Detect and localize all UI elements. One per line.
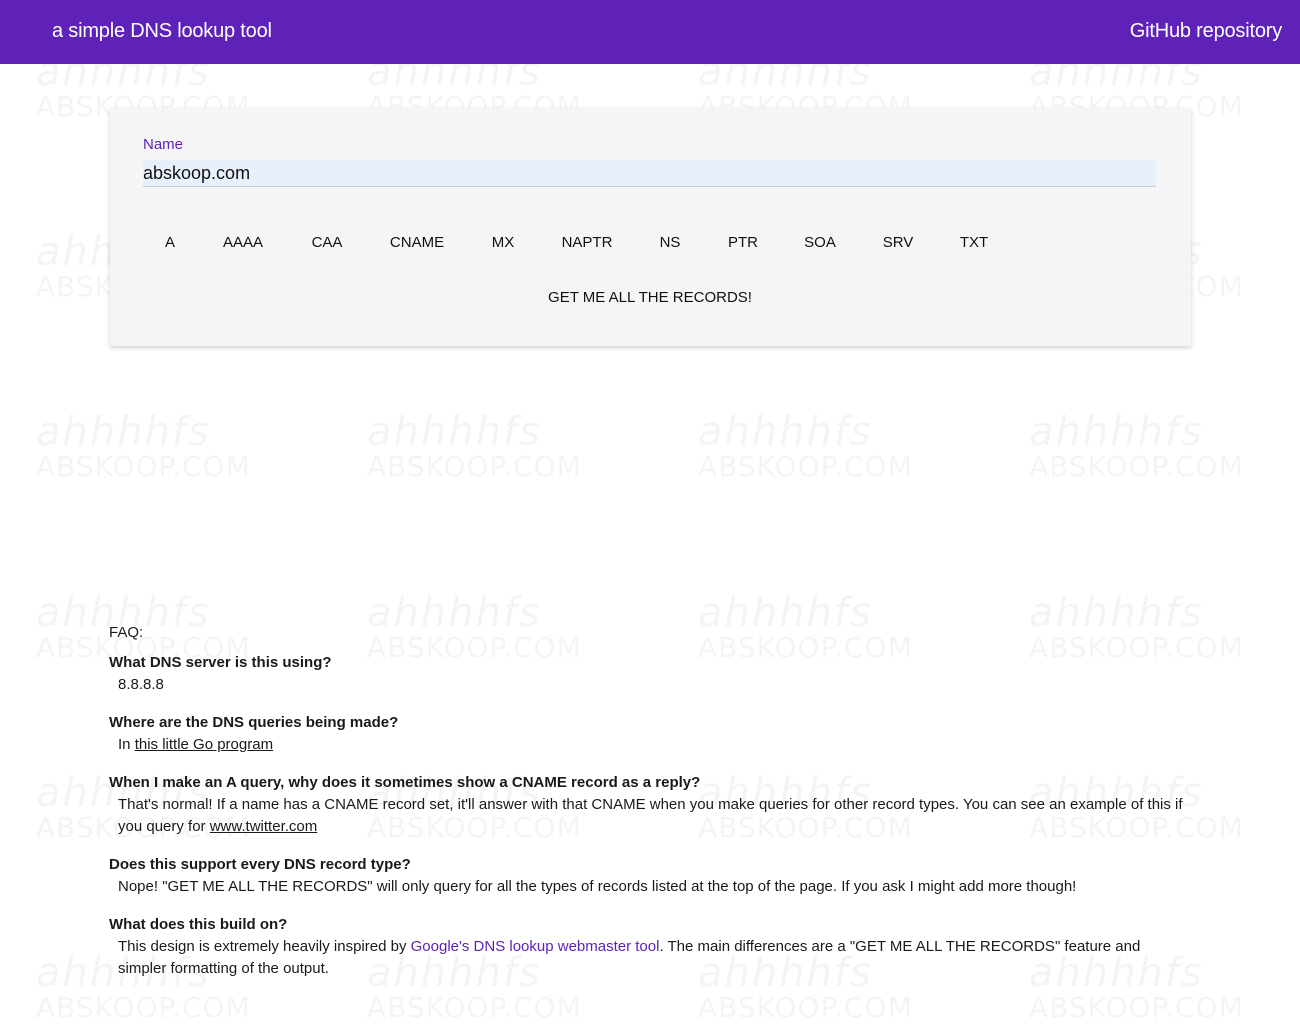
top-app-bar <box>0 0 1300 64</box>
get-all-records-button[interactable]: GET ME ALL THE RECORDS! <box>548 289 752 306</box>
faq-answer-text: . The main differences are a "GET ME ALL THE RECORDS" feature and simpler formatting of the output. <box>118 938 1141 977</box>
faq-answer-text: In <box>118 736 135 753</box>
record-type-ptr-button[interactable]: PTR <box>728 234 758 251</box>
name-input[interactable] <box>143 160 1156 187</box>
faq-answer <box>109 734 1189 756</box>
record-type-naptr-button[interactable]: NAPTR <box>561 234 613 251</box>
record-type-srv-button[interactable]: SRV <box>882 234 914 251</box>
faq-question: What does this build on? <box>109 916 288 933</box>
record-type-ns-button[interactable]: NS <box>659 234 681 251</box>
watermark <box>698 412 948 482</box>
faq-question: When I make an A query, why does it sometimes show a CNAME record as a reply? <box>109 774 701 791</box>
watermark <box>36 412 286 482</box>
github-repository-link[interactable]: GitHub repository <box>1129 20 1282 42</box>
name-label: Name <box>143 136 184 153</box>
faq-answer: 8.8.8.8 <box>118 676 164 693</box>
record-type-aaaa-button[interactable]: AAAA <box>222 234 264 251</box>
record-type-mx-button[interactable]: MX <box>491 234 515 251</box>
record-type-cname-button[interactable]: CNAME <box>389 234 445 251</box>
faq-question: What DNS server is this using? <box>109 654 332 671</box>
record-type-soa-button[interactable]: SOA <box>804 234 836 251</box>
faq-answer-text: That's normal! If a name has a CNAME record set, it'll answer with that CNAME when you make queries for other record types. You can see an example of this if you query for <box>118 796 1183 835</box>
faq-answer-text: This design is extremely heavily inspired by <box>118 938 411 955</box>
go-program-link[interactable]: this little Go program <box>134 736 274 753</box>
faq-title: FAQ: <box>109 624 144 641</box>
app-title: a simple DNS lookup tool <box>52 20 272 42</box>
faq-question: Where are the DNS queries being made? <box>109 714 399 731</box>
faq-answer <box>109 936 1189 980</box>
faq-section <box>109 622 1189 996</box>
record-type-caa-button[interactable]: CAA <box>311 234 343 251</box>
twitter-example-link[interactable]: www.twitter.com <box>209 818 318 835</box>
watermark <box>367 412 617 482</box>
lookup-form-card <box>110 108 1191 346</box>
record-type-txt-button[interactable]: TXT <box>959 234 989 251</box>
google-dns-tool-link[interactable]: Google's DNS lookup webmaster tool <box>410 938 660 955</box>
faq-question: Does this support every DNS record type? <box>109 856 411 873</box>
record-type-a-button[interactable]: A <box>164 234 176 251</box>
faq-answer <box>109 794 1189 838</box>
faq-answer: Nope! "GET ME ALL THE RECORDS" will only query for all the types of records listed at the top of the page. If you ask I might add more though! <box>118 878 1077 895</box>
watermark <box>1029 412 1279 482</box>
